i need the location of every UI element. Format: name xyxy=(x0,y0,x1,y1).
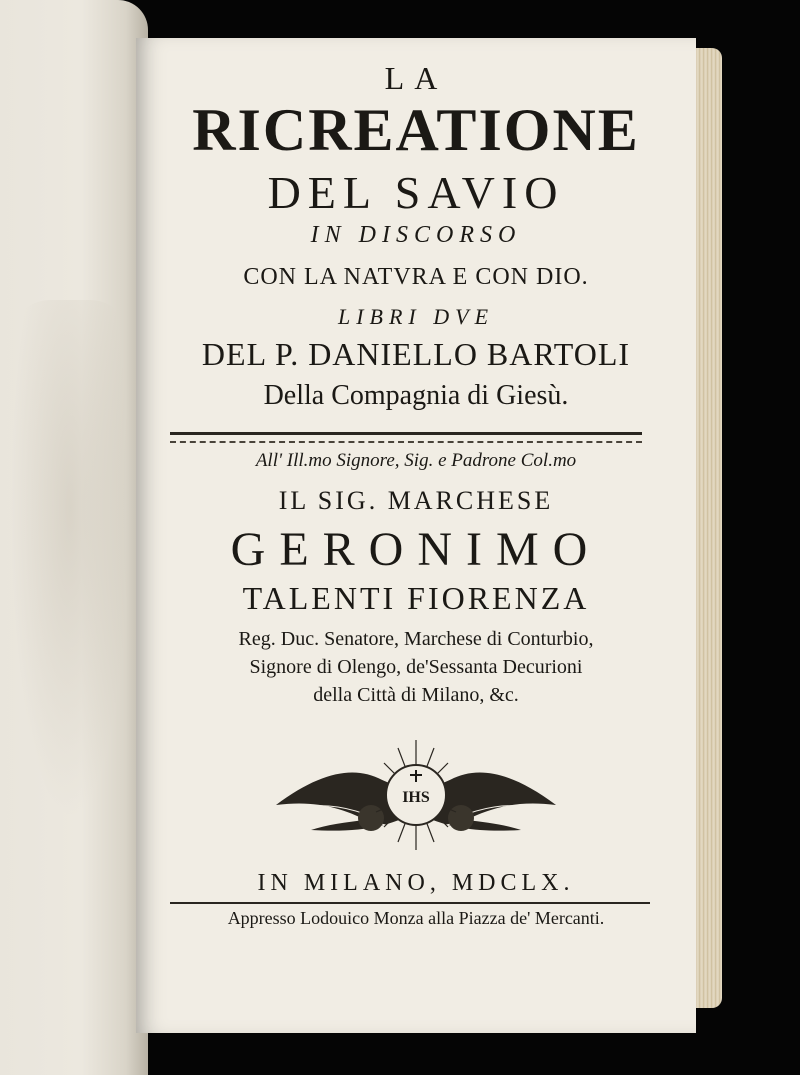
title-libri: LIBRI DVE xyxy=(337,304,495,329)
title-natura: CON LA NATVRA E CON DIO. xyxy=(243,264,589,290)
dedicatee-desc-2: Signore di Olengo, de'Sessanta Decurioni xyxy=(249,656,583,678)
dedicatee-name: GERONIMO xyxy=(230,523,602,576)
imprint-place-date: IN MILANO, MDCLX. xyxy=(257,870,575,896)
dedicatee-desc-3: della Città di Milano, &c. xyxy=(313,684,519,706)
show-through-illustration xyxy=(10,300,130,820)
title-page xyxy=(136,38,696,1033)
title-sub: DEL SAVIO xyxy=(267,167,565,218)
affiliation-line: Della Compagnia di Giesù. xyxy=(263,380,569,411)
winged-ihs-emblem-icon xyxy=(256,730,576,860)
dedication-intro: All' Ill.mo Signore, Sig. e Padrone Col.mo xyxy=(255,450,577,471)
title-article: LA xyxy=(384,60,448,96)
emblem-monogram: IHS xyxy=(402,789,430,806)
imprint-rule xyxy=(170,902,650,904)
author-line: DEL P. DANIELLO BARTOLI xyxy=(201,336,631,372)
dedicatee-title: IL SIG. MARCHESE xyxy=(278,486,554,515)
dedicatee-desc-1: Reg. Duc. Senatore, Marchese di Conturbio, xyxy=(238,628,594,650)
imprint-printer: Appresso Lodouico Monza alla Piazza de' Mercanti. xyxy=(227,908,605,928)
ornamental-rule xyxy=(170,432,642,443)
title-main: RICREATIONE xyxy=(192,97,640,163)
dedicatee-surname: TALENTI FIORENZA xyxy=(242,580,590,616)
left-page xyxy=(0,0,148,1075)
title-discorso: IN DISCORSO xyxy=(310,222,522,248)
